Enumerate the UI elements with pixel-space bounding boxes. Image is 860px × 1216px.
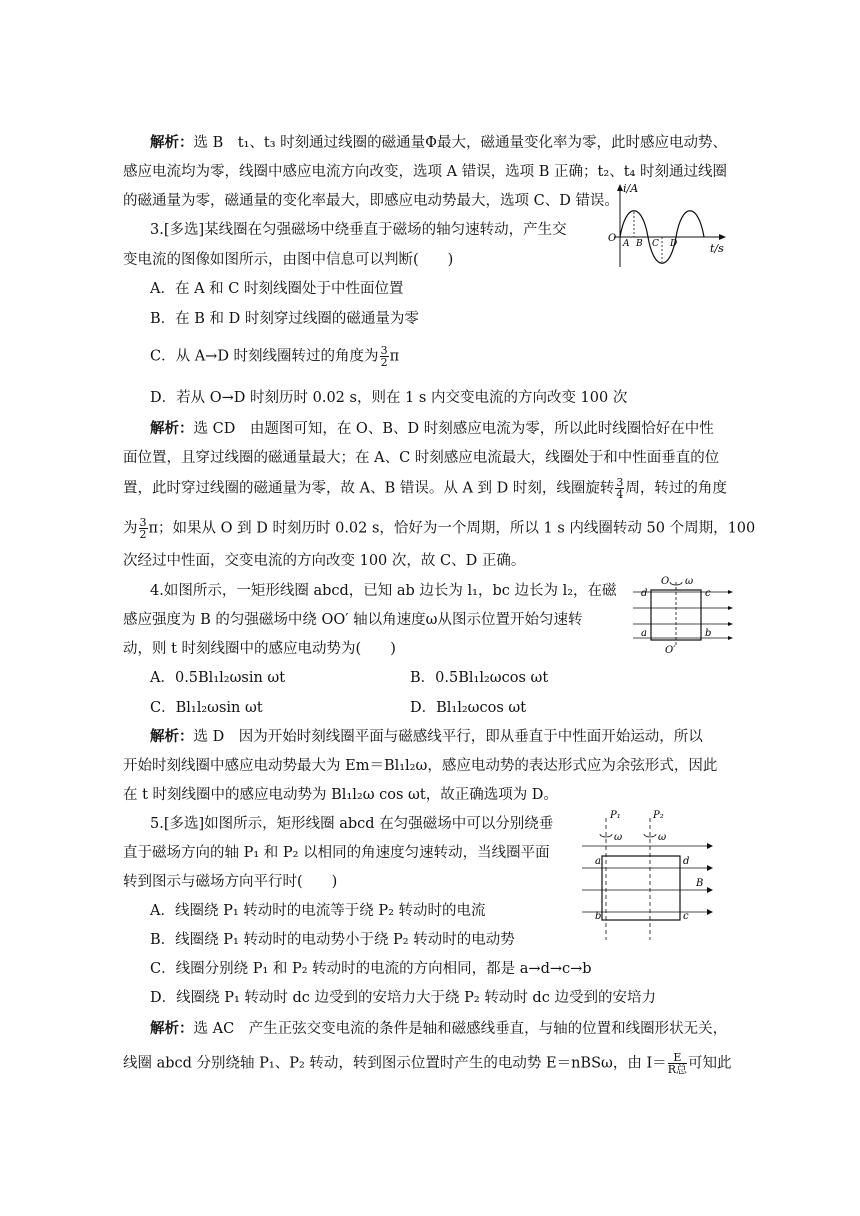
point-b-label: B bbox=[636, 239, 643, 249]
answer-text: 置，此时穿过线圈的磁通量为零，故 A、B 错误。从 A 到 D 时刻，线圈旋转 bbox=[123, 480, 615, 497]
answer-3-line-3 bbox=[123, 477, 727, 500]
answer-label: 解析： bbox=[150, 1020, 194, 1037]
answer-label: 解析： bbox=[150, 420, 194, 437]
question-5-option-c: C．线圈分别绕 P₁ 和 P₂ 转动时的电流的方向相同，都是 a→d→c→b bbox=[150, 961, 592, 977]
corner-c-label: c bbox=[705, 588, 711, 599]
rotating-coil-figure bbox=[625, 572, 735, 654]
axis-bottom-label: O′ bbox=[665, 645, 676, 654]
fraction-denominator: 2 bbox=[380, 356, 388, 369]
fraction-numerator: 3 bbox=[139, 516, 147, 529]
answer-2-line-2: 感应电流均为零，线圈中感应电流方向改变，选项 A 错误，选项 B 正确；t₂、t₄ 时刻通过线圈 bbox=[123, 164, 727, 180]
answer-4-line-2: 开始时刻线圈中感应电动势最大为 Em＝Bl₁l₂ω，感应电动势的表达形式应为余弦形式，因此 bbox=[123, 758, 718, 774]
fraction-numerator: 3 bbox=[616, 476, 624, 489]
answer-text: 选 CD 由题图可知，在 O、B、D 时刻感应电流为零，所以此时线圈恰好在中性 bbox=[193, 421, 714, 437]
corner-a-label: a bbox=[595, 856, 601, 867]
answer-3-line-2: 面位置，且穿过线圈的磁通量最大；在 A、C 时刻感应电流最大，线圈处于和中性面垂直的位 bbox=[123, 450, 720, 466]
answer-5-line-2 bbox=[123, 1052, 731, 1075]
question-3-line-2: 变电流的图像如图所示，由图中信息可以判断( ) bbox=[123, 252, 454, 268]
question-4-option-c: C．Bl₁l₂ωsin ωt bbox=[150, 700, 263, 716]
fraction-e-over-r bbox=[668, 1052, 687, 1075]
question-4-option-b: B．0.5Bl₁l₂ωcos ωt bbox=[410, 670, 549, 686]
field-b-label: B bbox=[696, 878, 704, 889]
question-4-line-3: 动，则 t 时刻线圈中的感应电动势为( ) bbox=[123, 641, 396, 657]
answer-text: 为 bbox=[123, 520, 138, 537]
two-axis-coil-figure bbox=[578, 806, 718, 942]
corner-a-label: a bbox=[641, 628, 647, 639]
corner-b-label: b bbox=[595, 911, 602, 922]
omega-2-label: ω bbox=[658, 832, 667, 843]
answer-4-line-1 bbox=[150, 727, 703, 747]
answer-2-line-1 bbox=[150, 133, 727, 153]
answer-text: 选 D 因为开始时刻线圈平面与磁感线平行，即从垂直于中性面开始运动，所以 bbox=[193, 729, 703, 745]
point-c-label: C bbox=[652, 239, 659, 249]
corner-c-label: c bbox=[683, 911, 689, 922]
omega-label: ω bbox=[685, 576, 694, 587]
answer-3-line-4 bbox=[123, 517, 755, 540]
answer-text: 选 AC 产生正弦交变电流的条件是轴和磁感线垂直，与轴的位置和线圈形状无关， bbox=[193, 1021, 728, 1037]
question-4-option-d: D．Bl₁l₂ωcos ωt bbox=[410, 700, 527, 716]
fraction-denominator: 4 bbox=[616, 488, 624, 501]
corner-d-label: d bbox=[641, 588, 648, 599]
answer-5-line-1 bbox=[150, 1019, 727, 1039]
fraction-denominator: 2 bbox=[139, 528, 147, 541]
answer-3-line-1 bbox=[150, 419, 714, 439]
answer-text: 周，转过的角度 bbox=[625, 480, 727, 497]
axis-p1-label: P₁ bbox=[610, 810, 621, 821]
fraction-3-4 bbox=[615, 477, 624, 500]
question-5-line-2: 直于磁场方向的轴 P₁ 和 P₂ 以相同的角速度匀速转动，当线圈平面 bbox=[123, 845, 550, 861]
question-3-option-b: B．在 B 和 D 时刻穿过线圈的磁通量为零 bbox=[150, 311, 419, 327]
question-5-line-3: 转到图示与磁场方向平行时( ) bbox=[123, 874, 338, 890]
fraction-numerator: E bbox=[668, 1052, 687, 1064]
question-3-option-c bbox=[150, 345, 399, 368]
point-a-label: A bbox=[623, 239, 630, 249]
question-4-line-1: 4.如图所示，一矩形线圈 abcd，已知 ab 边长为 l₁，bc 边长为 l₂，在磁 bbox=[150, 583, 617, 599]
fraction-numerator: 3 bbox=[380, 344, 388, 357]
answer-text: 选 B t₁、t₃ 时刻通过线圈的磁通量Φ最大，磁通量变化率为零，此时感应电动势、 bbox=[193, 135, 728, 151]
answer-label: 解析： bbox=[150, 728, 194, 745]
axis-p2-label: P₂ bbox=[653, 810, 664, 821]
question-5-option-d: D．线圈绕 P₁ 转动时 dc 边受到的安培力大于绕 P₂ 转动时 dc 边受到的安培力 bbox=[150, 990, 656, 1006]
fraction-3-2 bbox=[380, 345, 389, 368]
option-c-pi: π bbox=[389, 348, 400, 365]
answer-3-line-5: 次经过中性面，交变电流的方向改变 100 次，故 C、D 正确。 bbox=[123, 553, 526, 569]
x-axis-label: t/s bbox=[710, 242, 724, 255]
axis-top-label: O bbox=[661, 576, 670, 587]
corner-d-label: d bbox=[683, 856, 690, 867]
corner-b-label: b bbox=[705, 628, 712, 639]
fraction-denominator: R总 bbox=[667, 1063, 687, 1076]
question-3-option-d: D．若从 O→D 时刻历时 0.02 s，则在 1 s 内交变电流的方向改变 100 次 bbox=[150, 390, 628, 406]
answer-label: 解析： bbox=[150, 134, 194, 151]
question-5-line-1: 5.[多选]如图所示，矩形线圈 abcd 在匀强磁场中可以分别绕垂 bbox=[150, 816, 554, 832]
answer-text: π；如果从 O 到 D 时刻历时 0.02 s，恰好为一个周期，所以 1 s 内线圈转动 50 个周期，100 bbox=[148, 520, 756, 537]
question-4-option-a: A．0.5Bl₁l₂ωsin ωt bbox=[150, 670, 286, 686]
question-5-option-a: A．线圈绕 P₁ 转动时的电流等于绕 P₂ 转动时的电流 bbox=[150, 903, 486, 919]
answer-2-line-3: 的磁通量为零，磁通量的变化率最大，即感应电动势最大，选项 C、D 错误。 bbox=[123, 193, 619, 209]
point-d-label: D bbox=[670, 239, 678, 249]
question-3-line-1: 3.[多选]某线圈在匀强磁场中绕垂直于磁场的轴匀速转动，产生交 bbox=[150, 222, 567, 238]
y-axis-label: i/A bbox=[623, 182, 639, 195]
omega-1-label: ω bbox=[614, 832, 623, 843]
answer-text: 线圈 abcd 分别绕轴 P₁、P₂ 转动，转到图示位置时产生的电动势 E＝nBSω，由 I＝ bbox=[123, 1055, 667, 1072]
question-5-option-b: B．线圈绕 P₁ 转动时的电动势小于绕 P₂ 转动时的电动势 bbox=[150, 932, 515, 948]
answer-4-line-3: 在 t 时刻线圈中的感应电动势为 Bl₁l₂ω cos ωt，故正确选项为 D。 bbox=[123, 787, 558, 803]
question-4-line-2: 感应强度为 B 的匀强磁场中绕 OO′ 轴以角速度ω从图示位置开始匀速转 bbox=[123, 612, 583, 628]
option-c-text: C．从 A→D 时刻线圈转过的角度为 bbox=[150, 348, 379, 365]
ac-waveform-figure bbox=[600, 182, 740, 272]
fraction-3-2 bbox=[139, 517, 148, 540]
origin-label: O bbox=[608, 233, 617, 244]
answer-text: 可知此 bbox=[687, 1055, 732, 1072]
question-3-option-a: A．在 A 和 C 时刻线圈处于中性面位置 bbox=[150, 281, 404, 297]
